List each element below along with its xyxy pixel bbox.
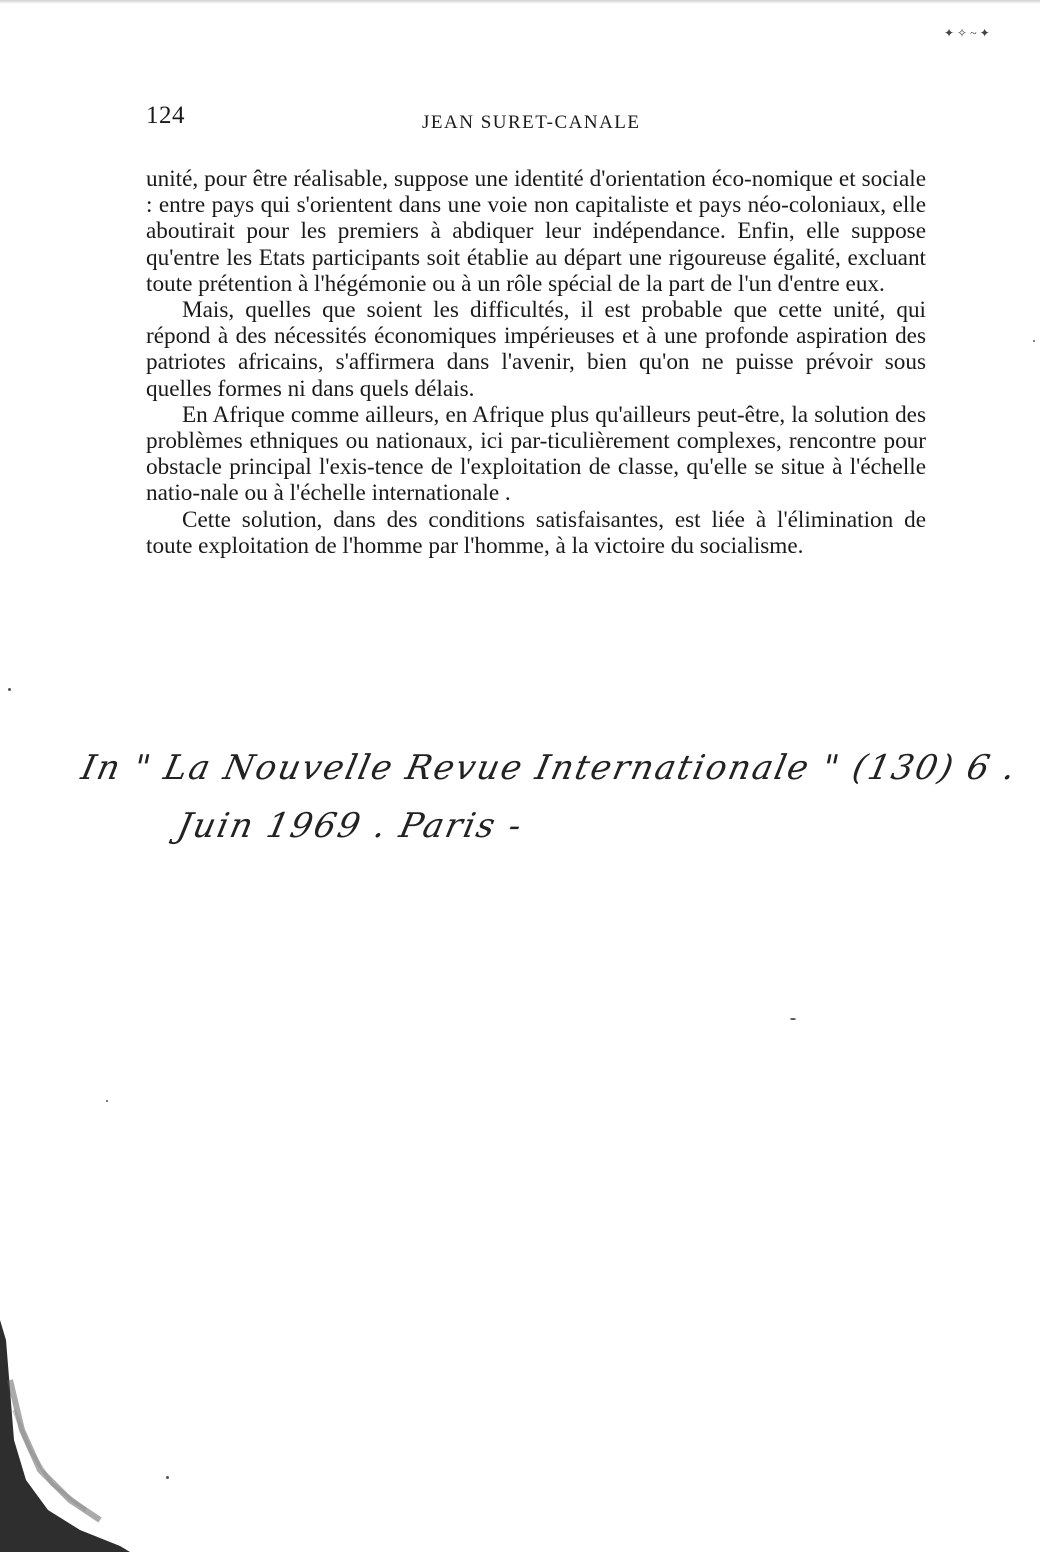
- scan-speck: [106, 1100, 108, 1102]
- scan-speck: [8, 688, 11, 691]
- body-text: [146, 166, 926, 559]
- scan-marks: ✦ ✧ ~ ✦: [944, 26, 990, 40]
- paragraph-3: En Afrique comme ailleurs, en Afrique plus qu'ailleurs peut-être, la solution des problèmes ethniques ou nationaux, ici par-ticulièrement complexes, rencontre pour obstacle principal l'exis-tence de l'exploitation de classe, qu'elle se situe à l'échelle natio-nale ou à l'échelle internationale .: [146, 401, 926, 507]
- handwritten-citation-line-1: In " La Nouvelle Revue Internationale " (130) 6 .: [77, 748, 1021, 788]
- scan-speck: [790, 1018, 796, 1020]
- paragraph-2: Mais, quelles que soient les difficultés, il est probable que cette unité, qui répond à des nécessités économiques impérieuses et à une profonde aspiration des patriotes africains, s'affirmera dans l'avenir, bien qu'on ne puisse prévoir sous quelles formes ni dans quels délais.: [146, 297, 926, 402]
- page-number: 124: [146, 102, 185, 129]
- scan-edge: [0, 0, 1040, 4]
- scan-speck: [1033, 340, 1035, 342]
- handwritten-citation-line-2: Juin 1969 . Paris -: [173, 806, 527, 846]
- paragraph-4: Cette solution, dans des conditions satisfaisantes, est liée à l'élimination de toute exploitation de l'homme par l'homme, à la victoire du socialisme.: [146, 506, 926, 559]
- running-head: JEAN SURET-CANALE: [422, 112, 641, 133]
- scan-smudge: [0, 1320, 130, 1552]
- paragraph-1: unité, pour être réalisable, suppose une identité d'orientation éco-nomique et sociale : entre pays qui s'orientent dans une voie non capitaliste et pays néo-coloniaux, elle aboutirait pour les premiers à abdiquer leur indépendance. Enfin, elle suppose qu'entre les Etats participants soit établie au départ une rigoureuse égalité, excluant toute prétention à l'hégémonie ou à un rôle spécial de la part de l'un d'entre eux.: [146, 166, 926, 297]
- scan-speck: [166, 1476, 169, 1479]
